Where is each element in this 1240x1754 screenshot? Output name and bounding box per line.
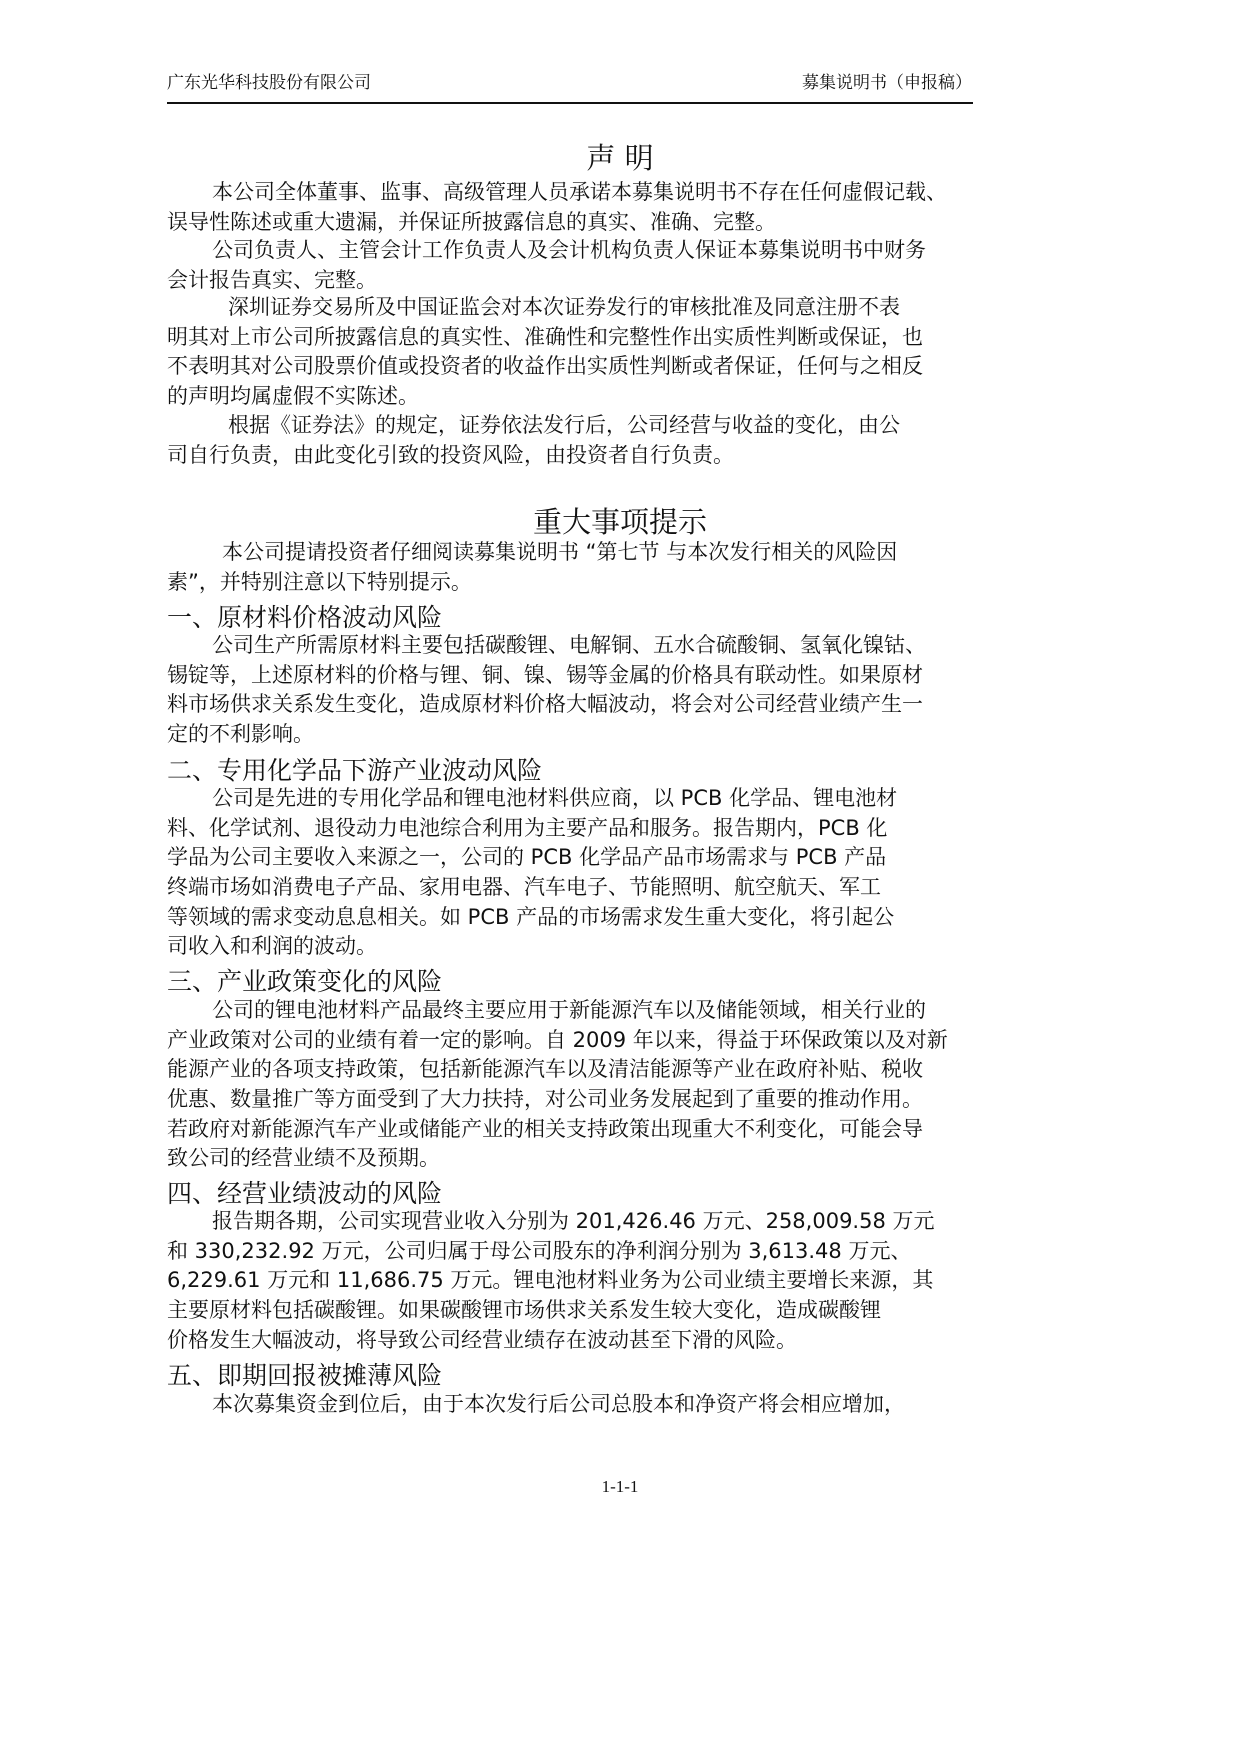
text-line: 深圳证券交易所及中国证监会对本次证券发行的审核批准及同意注册不表	[228, 295, 900, 319]
text-line: 能源产业的各项支持政策，包括新能源汽车以及清洁能源等产业在政府补贴、税收	[167, 1057, 923, 1082]
text-line: 的声明均属虚假不实陈述。	[167, 384, 419, 409]
section-heading: 五、即期回报被摊薄风险	[167, 1361, 443, 1390]
section-body	[167, 996, 987, 1174]
declaration-paragraph	[167, 178, 987, 237]
text-line: 料市场供求关系发生变化，造成原材料价格大幅波动，将会对公司经营业绩产生一	[167, 692, 923, 717]
page-number: 1-1-1	[601, 1477, 639, 1496]
text-line: 公司的锂电池材料产品最终主要应用于新能源汽车以及储能领域，相关行业的	[212, 998, 926, 1022]
text-line: 若政府对新能源汽车产业或储能产业的相关支持政策出现重大不利变化，可能会导	[167, 1116, 923, 1141]
text-line: 本次募集资金到位后，由于本次发行后公司总股本和净资产将会相应增加，	[212, 1392, 905, 1416]
declaration-title: 声 明	[586, 141, 654, 175]
text-line: 明其对上市公司所披露信息的真实性、准确性和完整性作出实质性判断或保证，也	[167, 324, 923, 349]
header-company: 广东光华科技股份有限公司	[167, 73, 371, 93]
text-line: 定的不利影响。	[167, 722, 314, 747]
text-line: 主要原材料包括碳酸锂。如果碳酸锂市场供求关系发生较大变化，造成碳酸锂	[167, 1298, 881, 1323]
text-line: 产业政策对公司的业绩有着一定的影响。自 2009 年以来，得益于环保政策以及对新	[167, 1027, 948, 1052]
text-line: 优惠、数量推广等方面受到了大力扶持，对公司业务发展起到了重要的推动作用。	[167, 1087, 923, 1112]
text-line: 会计报告真实、完整。	[167, 267, 377, 292]
section-body	[167, 784, 987, 962]
text-line: 报告期各期，公司实现营业收入分别为 201,426.46 万元、258,009.58 万元	[212, 1209, 935, 1233]
text-line: 不表明其对公司股票价值或投资者的收益作出实质性判断或者保证，任何与之相反	[167, 354, 923, 379]
text-line: 本公司提请投资者仔细阅读募集说明书 “第七节 与本次发行相关的风险因	[222, 540, 898, 564]
text-line: 和 330,232.92 万元，公司归属于母公司股东的净利润分别为 3,613.48 万元、	[167, 1238, 912, 1263]
notice-intro	[167, 538, 987, 597]
text-line: 根据《证券法》的规定，证券依法发行后，公司经营与收益的变化，由公	[228, 413, 900, 437]
header-rule	[167, 102, 973, 104]
text-line: 误导性陈述或重大遗漏，并保证所披露信息的真实、准确、完整。	[167, 209, 776, 234]
text-line: 公司生产所需原材料主要包括碳酸锂、电解铜、五水合硫酸铜、氢氧化镍钴、	[212, 633, 926, 657]
declaration-paragraph	[167, 293, 987, 412]
text-line: 公司负责人、主管会计工作负责人及会计机构负责人保证本募集说明书中财务	[212, 238, 926, 262]
text-line: 等领域的需求变动息息相关。如 PCB 产品的市场需求发生重大变化，将引起公	[167, 904, 895, 929]
section-heading: 一、原材料价格波动风险	[167, 603, 443, 632]
text-line: 素”，并特别注意以下特别提示。	[167, 569, 472, 594]
text-line: 价格发生大幅波动，将导致公司经营业绩存在波动甚至下滑的风险。	[167, 1327, 797, 1352]
section-body	[167, 1390, 987, 1420]
text-line: 致公司的经营业绩不及预期。	[167, 1146, 440, 1171]
text-line: 司自行负责，由此变化引致的投资风险，由投资者自行负责。	[167, 442, 734, 467]
declaration-paragraph	[167, 236, 987, 295]
section-body	[167, 631, 987, 750]
section-heading: 二、专用化学品下游产业波动风险	[167, 756, 543, 785]
text-line: 公司是先进的专用化学品和锂电池材料供应商，以 PCB 化学品、锂电池材	[212, 786, 898, 810]
text-line: 司收入和利润的波动。	[167, 934, 377, 959]
text-line: 学品为公司主要收入来源之一，公司的 PCB 化学品产品市场需求与 PCB 产品	[167, 845, 887, 870]
text-line: 终端市场如消费电子产品、家用电器、汽车电子、节能照明、航空航天、军工	[167, 875, 881, 900]
declaration-paragraph	[167, 411, 987, 470]
section-heading: 四、经营业绩波动的风险	[167, 1179, 443, 1208]
text-line: 料、化学试剂、退役动力电池综合利用为主要产品和服务。报告期内，PCB 化	[167, 815, 888, 840]
header-doc-type: 募集说明书（申报稿）	[802, 73, 972, 93]
text-line: 6,229.61 万元和 11,686.75 万元。锂电池材料业务为公司业绩主要增长来源，其	[167, 1268, 934, 1293]
section-body	[167, 1207, 987, 1355]
section-heading: 三、产业政策变化的风险	[167, 967, 443, 996]
text-line: 锡锭等，上述原材料的价格与锂、铜、镍、锡等金属的价格具有联动性。如果原材	[167, 662, 923, 687]
notice-title: 重大事项提示	[532, 505, 707, 539]
text-line: 本公司全体董事、监事、高级管理人员承诺本募集说明书不存在任何虚假记载、	[212, 180, 947, 204]
